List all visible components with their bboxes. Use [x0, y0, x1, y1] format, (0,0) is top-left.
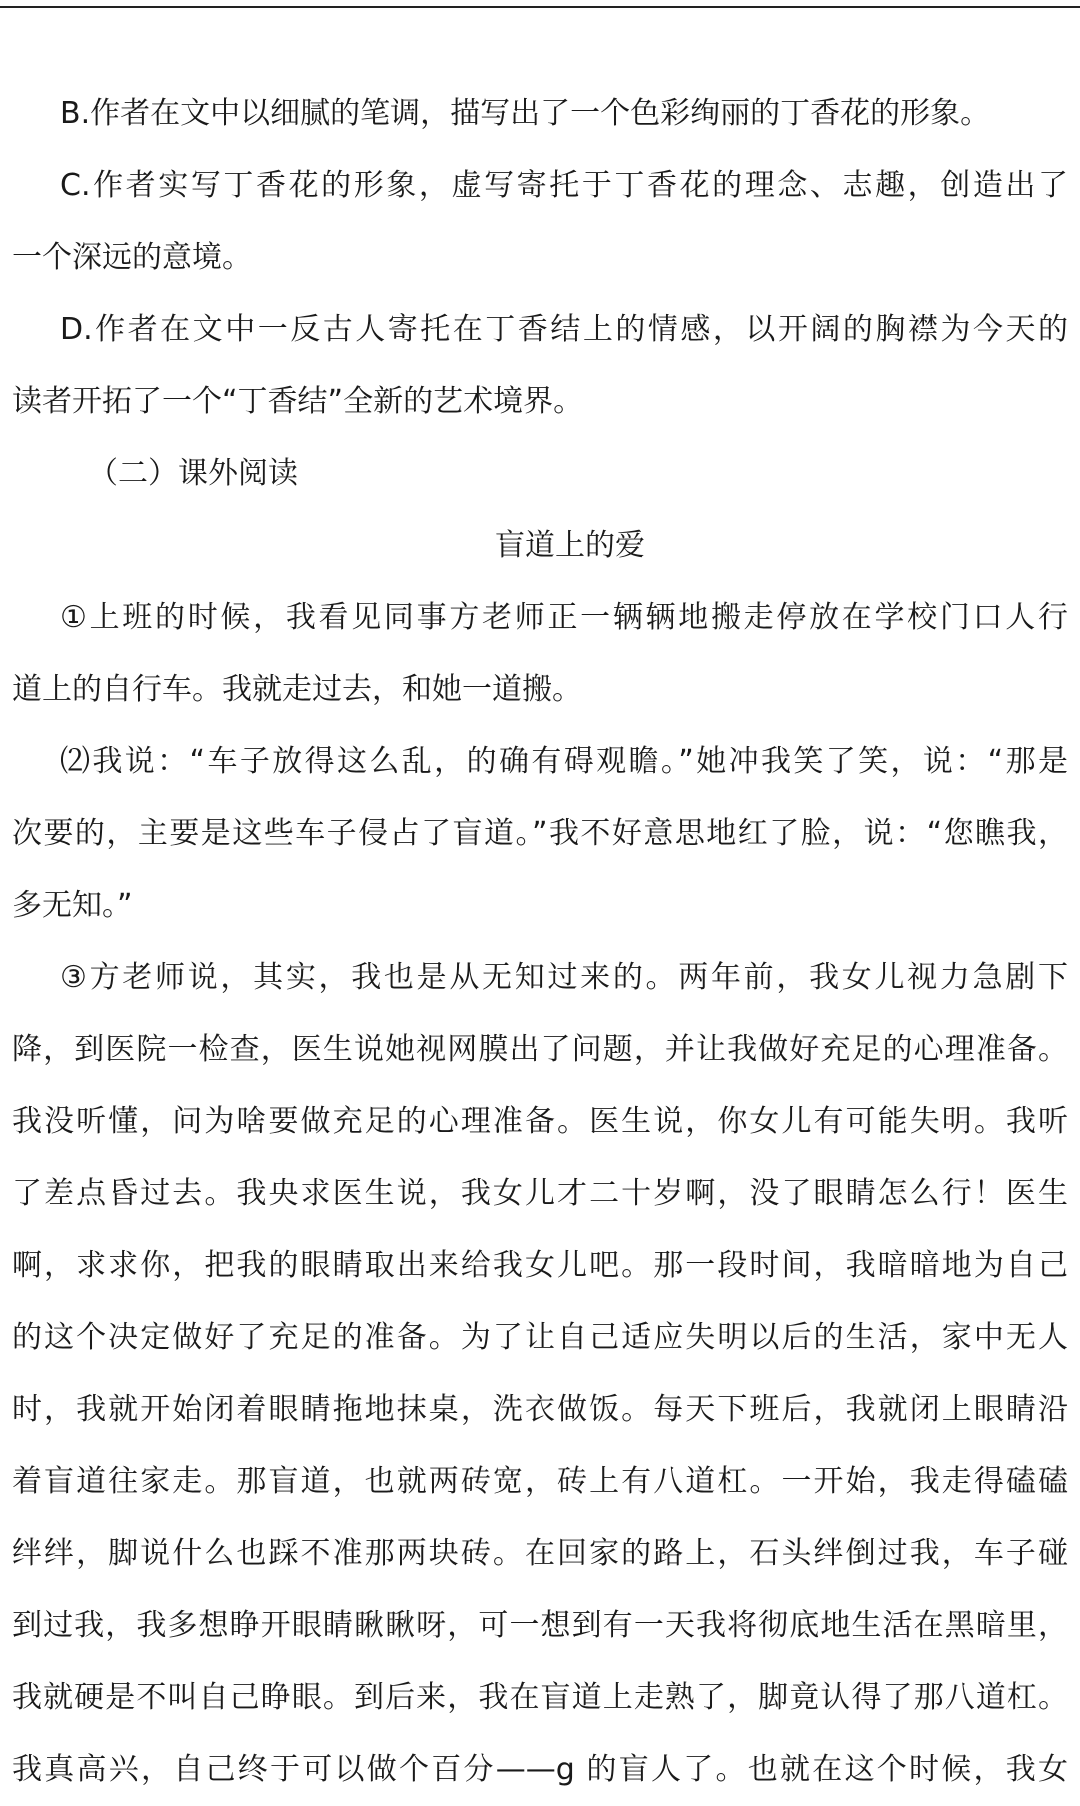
text-line: 到过我，我多想睁开眼睛瞅瞅呀，可一想到有一天我将彻底地生活在黑暗里， [12, 1608, 1068, 1643]
text-line: D.作者在文中一反古人寄托在丁香结上的情感，以开阔的胸襟为今天的 [60, 312, 1068, 347]
text-line: 的这个决定做好了充足的准备。为了让自己适应失明以后的生活，家中无人 [12, 1320, 1068, 1355]
text-line: ③方老师说，其实，我也是从无知过来的。两年前，我女儿视力急剧下 [60, 960, 1068, 995]
text-line: 一个深远的意境。 [12, 240, 252, 275]
text-line: C.作者实写丁香花的形象，虚写寄托于丁香花的理念、志趣，创造出了 [60, 168, 1068, 203]
text-line: 我真高兴，自己终于可以做个百分——g 的盲人了。也就在这个时候，我女 [12, 1752, 1068, 1787]
text-line: 读者开拓了一个“丁香结”全新的艺术境界。 [12, 384, 584, 419]
text-line: 降，到医院一检查，医生说她视网膜出了问题，并让我做好充足的心理准备。 [12, 1032, 1068, 1067]
text-line: 绊绊，脚说什么也踩不准那两块砖。在回家的路上，石头绊倒过我，车子碰 [12, 1536, 1068, 1571]
text-line: 我就硬是不叫自己睁眼。到后来，我在盲道上走熟了，脚竟认得了那八道杠。 [12, 1680, 1068, 1715]
text-line: 多无知。” [12, 888, 133, 923]
section-heading: （二）课外阅读 [88, 456, 298, 491]
document-body [12, 78, 1068, 1806]
top-rule [0, 6, 1080, 8]
text-line: 了差点昏过去。我央求医生说，我女儿才二十岁啊，没了眼睛怎么行！医生 [12, 1176, 1068, 1211]
text-line: 次要的，主要是这些车子侵占了盲道。”我不好意思地红了脸，说：“您瞧我， [12, 816, 1068, 851]
text-line: 啊，求求你，把我的眼睛取出来给我女儿吧。那一段时间，我暗暗地为自己 [12, 1248, 1068, 1283]
text-line: B.作者在文中以细腻的笔调，描写出了一个色彩绚丽的丁香花的形象。 [60, 96, 991, 131]
text-line: 道上的自行车。我就走过去，和她一道搬。 [12, 672, 582, 707]
text-line: ①上班的时候，我看见同事方老师正一辆辆地搬走停放在学校门口人行 [60, 600, 1068, 635]
text-line: ⑵我说：“车子放得这么乱，的确有碍观瞻。”她冲我笑了笑，说：“那是 [60, 744, 1068, 779]
text-line: 时，我就开始闭着眼睛拖地抹桌，洗衣做饭。每天下班后，我就闭上眼睛沿 [12, 1392, 1068, 1427]
text-line: 我没听懂，问为啥要做充足的心理准备。医生说，你女儿有可能失明。我听 [12, 1104, 1068, 1139]
text-line: 着盲道往家走。那盲道，也就两砖宽，砖上有八道杠。一开始，我走得磕磕 [12, 1464, 1068, 1499]
article-title: 盲道上的爱 [495, 528, 645, 563]
